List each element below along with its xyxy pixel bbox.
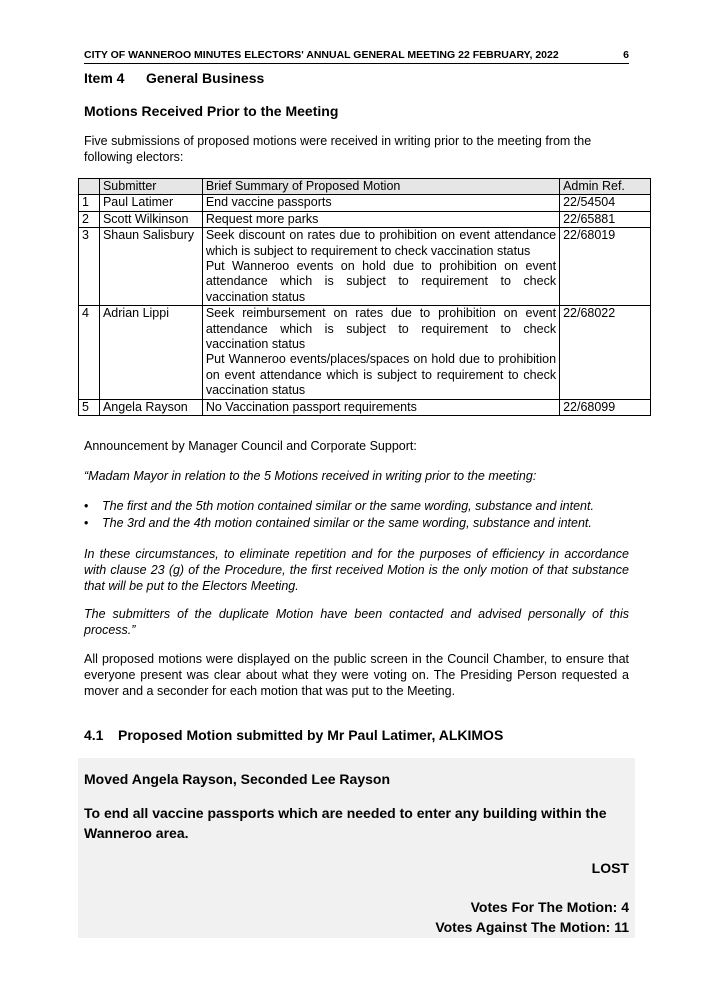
item-heading [84, 70, 264, 86]
intro-paragraph: Five submissions of proposed motions were received in writing prior to the meeting from the following electors: [84, 134, 592, 164]
page-header [84, 49, 629, 64]
table-row [79, 399, 651, 415]
col-header-submitter: Submitter [99, 179, 202, 195]
summary-line: Request more parks [205, 211, 319, 226]
header-title: CITY OF WANNEROO MINUTES ELECTORS' ANNUAL GENERAL MEETING 22 FEBRUARY, 2022 [84, 49, 559, 61]
row-admin-ref: 22/68019 [560, 228, 651, 306]
table-row [79, 195, 651, 211]
row-admin-ref: 22/54504 [560, 195, 651, 211]
row-summary [202, 195, 559, 211]
row-summary [202, 306, 559, 399]
row-number: 4 [79, 306, 100, 399]
summary-line: Seek reimbursement on rates due to prohibition on event attendance which is subject to requirement to check vaccination status [205, 306, 557, 352]
summary-line: No Vaccination passport requirements [205, 399, 417, 414]
row-number: 3 [79, 228, 100, 306]
table-row [79, 228, 651, 306]
table-header-row [79, 179, 651, 195]
bullet-list [84, 498, 629, 532]
votes-for: Votes For The Motion: 4 [470, 899, 629, 915]
row-admin-ref: 22/68099 [560, 399, 651, 415]
displayed-paragraph: All proposed motions were displayed on the public screen in the Council Chamber, to ensure that everyone present was clear about what they were voting on. The Presiding Person requested a mover and a seconder for each motion that was put to the Meeting. [84, 652, 629, 698]
motion-number: 4.1 [84, 727, 104, 743]
section-heading: Motions Received Prior to the Meeting [84, 103, 339, 119]
row-submitter: Scott Wilkinson [99, 211, 202, 227]
row-summary [202, 228, 559, 306]
vote-tally [84, 897, 629, 937]
duplicate-paragraph: The submitters of the duplicate Motion have been contacted and advised personally of this process.” [84, 607, 629, 637]
list-item: • The 3rd and the 4th motion contained similar or the same wording, substance and intent. [84, 515, 629, 531]
votes-against: Votes Against The Motion: 11 [435, 919, 629, 935]
page-number: 6 [623, 49, 629, 61]
row-submitter: Adrian Lippi [99, 306, 202, 399]
motion-result: LOST [591, 860, 629, 876]
announcement-line: Announcement by Manager Council and Corporate Support: [84, 439, 417, 453]
row-admin-ref: 22/68022 [560, 306, 651, 399]
motions-table [78, 178, 651, 416]
row-summary [202, 399, 559, 415]
row-submitter: Angela Rayson [99, 399, 202, 415]
row-summary [202, 211, 559, 227]
table-row [79, 306, 651, 399]
item-number: Item 4 [84, 70, 125, 86]
circumstances-paragraph: In these circumstances, to eliminate repetition and for the purposes of efficiency in accordance with clause 23 (g) of the Procedure, the first received Motion is the only motion of that substance that will be put to the Electors Meeting. [84, 547, 629, 593]
summary-line: Put Wanneroo events on hold due to prohibition on event attendance which is subject to requirement to check vaccination status [205, 259, 557, 304]
row-number: 5 [79, 399, 100, 415]
summary-line: Seek discount on rates due to prohibition on event attendance which is subject to requirement to check vaccination status [205, 228, 557, 258]
row-number: 2 [79, 211, 100, 227]
summary-line: End vaccine passports [205, 195, 332, 210]
row-submitter: Paul Latimer [99, 195, 202, 211]
list-item: • The first and the 5th motion contained similar or the same wording, substance and intent. [84, 498, 629, 514]
item-title: General Business [146, 70, 265, 86]
motion-heading [84, 727, 503, 743]
row-number: 1 [79, 195, 100, 211]
row-admin-ref: 22/65881 [560, 211, 651, 227]
motion-text: To end all vaccine passports which are needed to enter any building within the Wanneroo area. [84, 805, 607, 841]
col-header-summary: Brief Summary of Proposed Motion [202, 179, 559, 195]
col-header-number [79, 179, 100, 195]
row-submitter: Shaun Salisbury [99, 228, 202, 306]
moved-seconded: Moved Angela Rayson, Seconded Lee Rayson [84, 771, 391, 787]
table-row [79, 211, 651, 227]
summary-line: Put Wanneroo events/places/spaces on hold due to prohibition on event attendance which is subject to requirement to check vaccination status [205, 352, 557, 398]
motion-title: Proposed Motion submitted by Mr Paul Latimer, ALKIMOS [118, 727, 504, 743]
col-header-admin-ref: Admin Ref. [560, 179, 651, 195]
quote-opening: “Madam Mayor in relation to the 5 Motions received in writing prior to the meeting: [84, 469, 537, 483]
